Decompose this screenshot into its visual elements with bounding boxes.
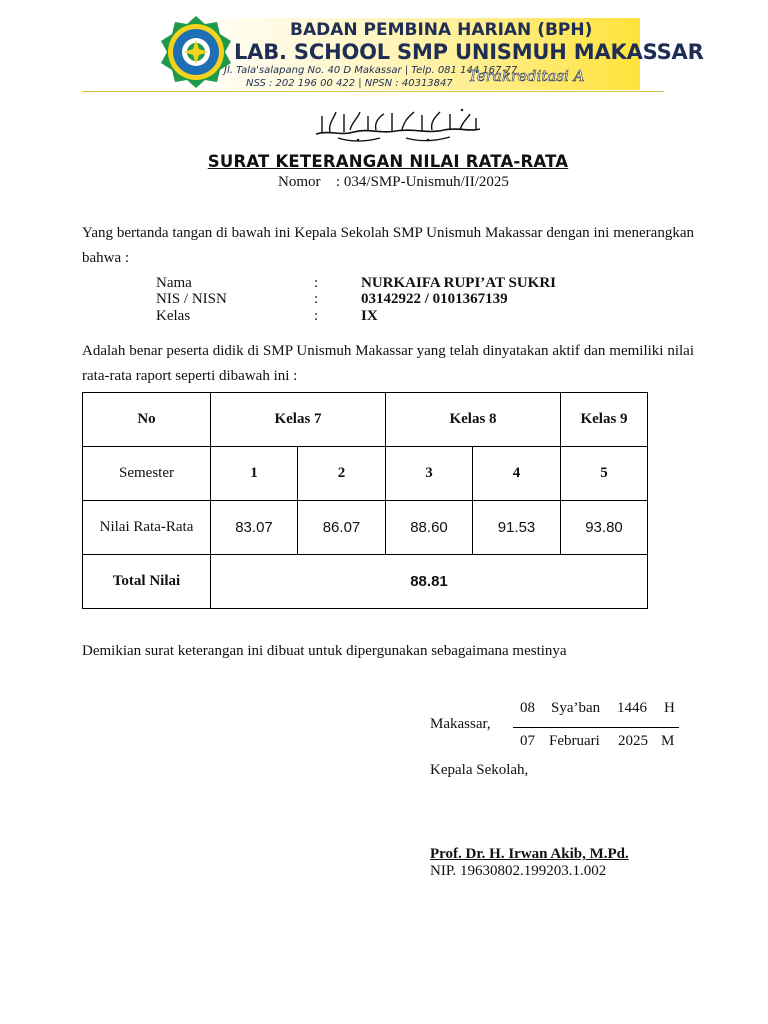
school-logo-icon [158,14,234,90]
grades-table [82,392,648,609]
document-number-value: : 034/SMP-Unismuh/II/2025 [336,174,509,190]
semester-3: 3 [386,447,473,501]
document-number [278,174,509,191]
student-class-value: IX [361,308,378,324]
document-title: SURAT KETERANGAN NILAI RATA-RATA [207,152,569,171]
header-no: No [83,393,211,447]
intro-paragraph: Yang bertanda tangan di bawah ini Kepala Sekolah SMP Unismuh Makassar dengan ini menerangkan bahwa : [82,225,694,266]
table-row-total [83,555,648,609]
average-label: Nilai Rata-Rata [83,501,211,555]
average-semester-3: 88.60 [386,501,473,555]
document-number-label: Nomor [278,174,321,190]
student-class-colon: : [314,308,319,324]
student-nis-colon: : [314,291,319,307]
gregorian-era: M [661,733,675,749]
letterhead-org-name: BADAN PEMBINA HARIAN (BPH) [290,20,593,40]
student-class-label: Kelas [156,308,191,324]
gregorian-month: Februari [549,733,600,749]
letterhead-accreditation: Terakreditasi A [468,67,585,85]
signature-title: Kepala Sekolah, [430,762,529,778]
average-semester-5: 93.80 [561,501,648,555]
letterhead-registration: NSS : 202 196 00 422 | NPSN : 40313847 [246,78,453,89]
closing-sentence: Demikian surat keterangan ini dibuat untuk dipergunakan sebagaimana mestinya [82,643,567,659]
signatory-name: Prof. Dr. H. Irwan Akib, M.Pd. [430,846,629,862]
hijri-day: 08 [520,700,535,716]
semester-5: 5 [561,447,648,501]
average-semester-4: 91.53 [473,501,561,555]
hijri-month: Sya’ban [551,700,601,716]
total-label: Total Nilai [83,555,211,609]
semester-1: 1 [211,447,298,501]
letterhead-divider [82,91,664,92]
total-value: 88.81 [211,555,648,609]
hijri-year: 1446 [617,700,647,716]
letterhead-school-name: LAB. SCHOOL SMP UNISMUH MAKASSAR [234,40,704,64]
student-name-label: Nama [156,275,192,291]
semester-label: Semester [83,447,211,501]
hijri-era: H [664,700,675,716]
header-kelas-9: Kelas 9 [561,393,648,447]
student-nis-label: NIS / NISN [156,291,227,307]
table-header-row [83,393,648,447]
date-divider [513,727,679,728]
header-kelas-7: Kelas 7 [211,393,386,447]
gregorian-day: 07 [520,733,535,749]
signatory-nip: NIP. 19630802.199203.1.002 [430,863,607,879]
student-nis-value: 03142922 / 0101367139 [361,291,508,307]
letterhead-address: Jl. Tala'salapang No. 40 D Makassar | Telp. 081 144 167 77 [224,65,518,76]
student-name-colon: : [314,275,319,291]
average-semester-1: 83.07 [211,501,298,555]
date-place: Makassar, [430,716,491,732]
gregorian-year: 2025 [618,733,648,749]
table-row-semester [83,447,648,501]
semester-2: 2 [298,447,386,501]
header-kelas-8: Kelas 8 [386,393,561,447]
table-row-average [83,501,648,555]
average-semester-2: 86.07 [298,501,386,555]
statement-paragraph: Adalah benar peserta didik di SMP Unismuh Makassar yang telah dinyatakan aktif dan memiliki nilai rata-rata raport seperti dibawah ini : [82,343,694,384]
student-name-value: NURKAIFA RUPI’AT SUKRI [361,275,557,291]
basmalah-calligraphy [310,104,486,144]
letterhead [150,4,704,96]
semester-4: 4 [473,447,561,501]
